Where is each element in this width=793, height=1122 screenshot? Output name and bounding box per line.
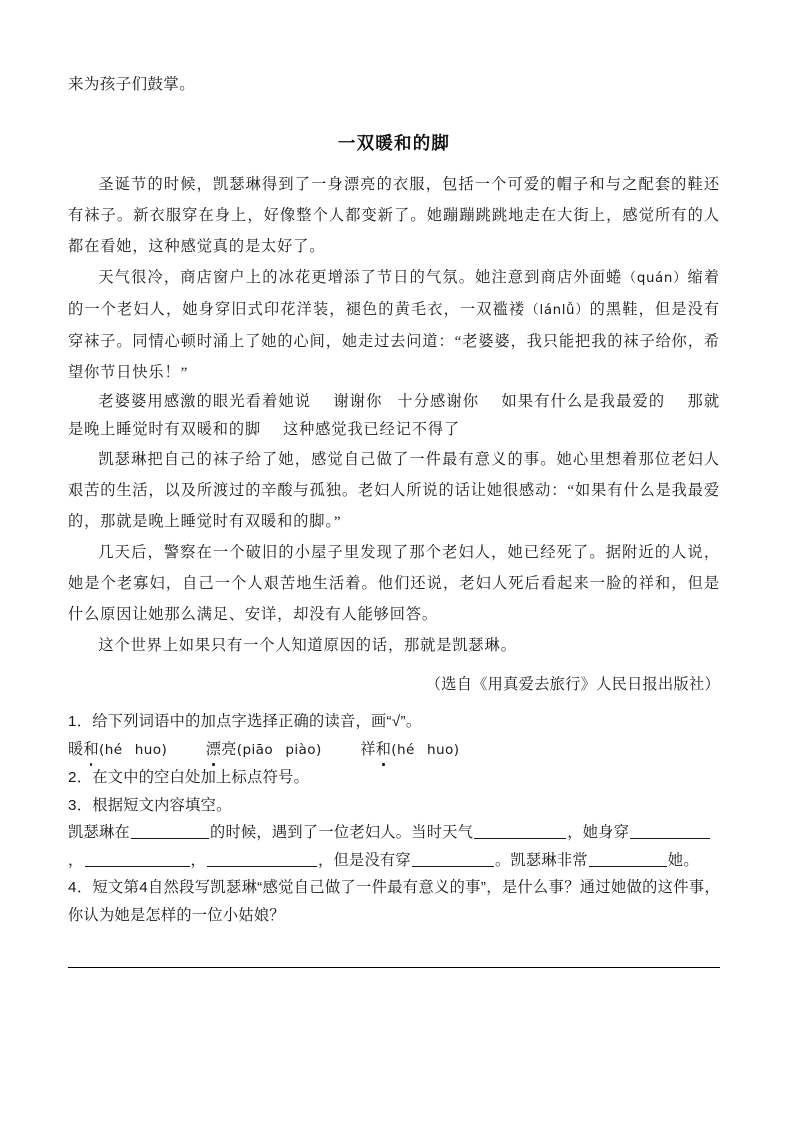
article-paragraph-2 [68,262,720,388]
choice-word-pre: 祥 [360,740,376,758]
choice-nuanhe[interactable] [68,736,167,765]
pinyin-quan: （quán） [622,271,688,286]
fill-blank-2[interactable] [474,822,566,839]
fill-text-4: ， [68,851,84,869]
question-3 [68,792,720,820]
question-2-number: 2． [68,769,93,786]
question-1-choices [68,736,720,765]
article-paragraph-6: 这个世界上如果只有一个人知道原因的话，那就是凯瑟琳。 [98,637,517,654]
pinyin-option-a[interactable]: hé [396,741,415,758]
pinyin-lanlv: （lánlǚ） [525,303,590,318]
source-attribution: （选自《用真爱去旅行》人民日报出版社） [425,676,720,693]
fill-text-7: 。凯瑟琳非常 [494,851,588,869]
page-content [68,72,720,976]
answer-line[interactable] [68,967,720,968]
choice-word-post: 亮 [221,740,237,758]
pinyin-option-a[interactable]: hé [104,741,123,758]
fill-text-8: 她。 [667,851,699,869]
fill-blank-3[interactable] [630,822,710,839]
carryover-line: 来为孩子们鼓掌。 [68,76,196,93]
paragraph-2-segment-1: 天气很冷，商店窗户上的冰花更增添了节日的气氛。她注意到商店外面蜷 [98,269,623,286]
pinyin-option-b[interactable]: huo [134,741,162,758]
dotted-char: 和 [84,736,100,764]
question-3-fill-in [68,819,720,874]
question-2 [68,764,720,792]
p3-part-a: 老婆婆用感激的眼光看着她说 [98,393,312,410]
pinyin-option-b[interactable]: huo [426,741,454,758]
choice-pinyin[interactable]: (hé huo) [391,741,460,758]
fill-blank-1[interactable] [131,822,209,839]
fill-blank-4[interactable] [85,850,190,867]
question-4-text: 短文第4自然段写凯瑟琳“感觉自己做了一件最有意义的事”，是什么事？通过她做的这件事，你认为她是怎样的一位小姑娘？ [68,879,720,924]
fill-text-5: ， [190,851,206,869]
choice-pinyin[interactable]: (hé huo) [99,741,168,758]
question-2-text: 在文中的空白处加上标点符号。 [92,769,310,786]
fill-blank-7[interactable] [589,850,667,867]
choice-xianghe[interactable] [360,736,459,765]
article-paragraph-3-punctuation-exercise [68,388,720,444]
choice-pinyin[interactable]: (piāo piào) [236,741,322,758]
question-3-number: 3． [68,796,93,814]
dotted-char: 漂 [206,736,222,764]
choice-piaoliang[interactable] [206,736,322,765]
fill-text-1: 凯瑟琳在 [68,824,130,841]
fill-text-3: ，她身穿 [567,824,630,841]
fill-blank-5[interactable] [207,850,317,867]
choice-word-pre: 暖 [68,740,84,758]
fill-text-6: ，但是没有穿 [318,851,411,869]
question-1-number: 1． [68,713,93,730]
fill-text-2: 的时候，遇到了一位老妇人。当时天气 [209,824,474,841]
fill-blank-6[interactable] [412,850,494,867]
dotted-char: 和 [376,736,392,764]
paragraph-2-segment-2: 缩着的一个老妇人，她身穿旧式印花洋装，褪色的黄毛衣，一双褴褛 [68,269,720,318]
question-1 [68,708,720,736]
pinyin-option-a[interactable]: piāo [242,741,274,758]
article-paragraph-4: 凯瑟琳把自己的袜子给了她，感觉自己做了一件最有意义的事。她心里想着那位老妇人艰苦的生活，以及所渡过的辛酸与孤独。老妇人所说的话让她很感动：“如果有什么是我最爱的，那就是晚上睡觉时有双暖和的脚。” [68,451,720,530]
pinyin-option-b[interactable]: piào [285,741,316,758]
question-1-text: 给下列词语中的加点字选择正确的读音，画“√”。 [92,713,422,730]
p3-part-e: 那就是晚上睡觉时有双暖和的脚 [68,393,721,438]
question-list [68,708,720,968]
p3-part-d: 如果有什么是我最爱的 [501,393,666,410]
article-paragraph-1: 圣诞节的时候，凯瑟琳得到了一身漂亮的衣服，包括一个可爱的帽子和与之配套的鞋还有袜子。新衣服穿在身上，好像整个人都变新了。她蹦蹦跳跳地走在大街上，感觉所有的人都在看她，这种感觉真的是太好了。 [68,176,720,255]
question-3-text: 根据短文内容填空。 [92,796,232,814]
article-title: 一双暖和的脚 [337,133,451,153]
p3-part-c: 十分感谢你 [397,393,480,410]
paragraph-2-segment-3: 的黑鞋，但是没有穿袜子。同情心顿时涌上了她的心间，她走过去问道：“老婆婆，我只能把我的袜子给你，希望你节日快乐！” [68,301,721,381]
p3-part-b: 谢谢你 [333,393,383,410]
question-4 [68,874,720,929]
p3-part-f: 这种感觉我已经记不得了 [283,421,461,438]
article-body [68,169,720,661]
article-paragraph-5: 几天后，警察在一个破旧的小屋子里发现了那个老妇人，她已经死了。据附近的人说，她是个老寡妇，自己一个人艰苦地生活着。他们还说，老妇人死后看起来一脸的祥和，但是什么原因让她那么满足、安详，却没有人能够回答。 [68,544,720,623]
question-4-number: 4． [68,879,93,896]
